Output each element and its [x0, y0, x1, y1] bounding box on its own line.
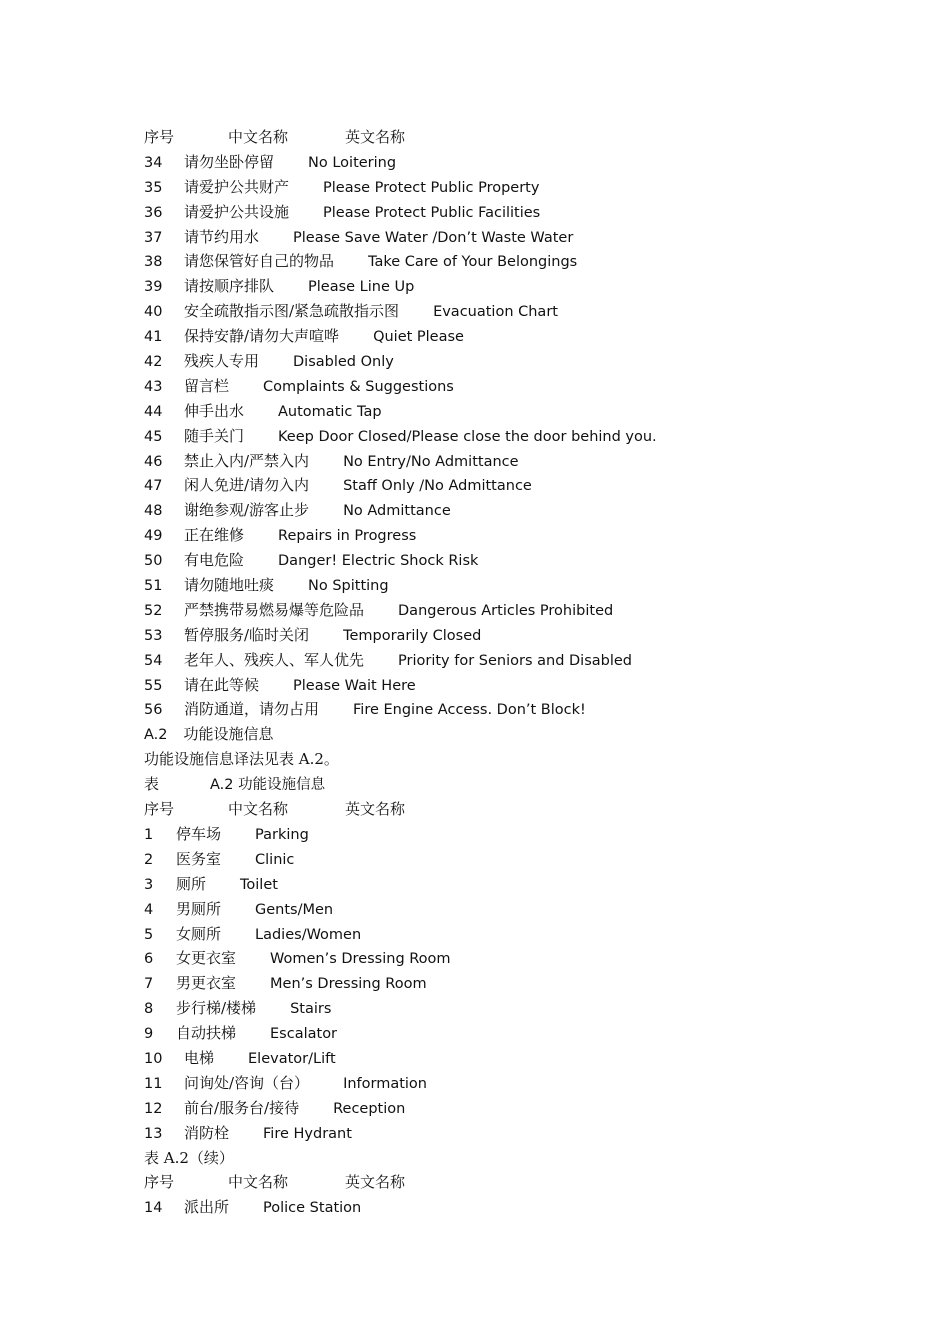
row-number: 54	[144, 652, 163, 669]
table-row	[144, 1121, 904, 1146]
header-chinese-name: 中文名称	[228, 128, 289, 146]
table-row	[144, 349, 904, 374]
row-number: 6	[144, 951, 154, 968]
row-chinese-name: 有电危险	[184, 551, 245, 570]
row-chinese-name: 请节约用水	[184, 227, 260, 246]
row-number: 47	[144, 478, 163, 495]
row-chinese-name: 请勿随地吐痰	[184, 576, 275, 595]
row-number: 10	[144, 1050, 163, 1067]
row-english-name: Quiet Please	[373, 329, 464, 346]
row-english-name: No Loitering	[308, 154, 397, 171]
section-intro: 功能设施信息译法见表 A.2。	[144, 750, 339, 769]
table-row	[144, 648, 904, 673]
header-english-name: 英文名称	[345, 1173, 406, 1192]
row-english-name: No Entry/No Admittance	[343, 453, 519, 470]
row-number: 8	[144, 1001, 154, 1018]
table-row	[144, 673, 904, 698]
row-chinese-name: 问询处/咨询（台）	[184, 1073, 310, 1092]
header-chinese-name: 中文名称	[228, 1173, 289, 1192]
table-header	[144, 1170, 904, 1195]
table-row	[144, 1096, 904, 1121]
row-chinese-name: 男更衣室	[176, 974, 237, 993]
row-number: 52	[144, 602, 163, 619]
row-chinese-name: 正在维修	[184, 526, 245, 545]
header-number: 序号	[144, 1173, 175, 1192]
row-english-name: Information	[343, 1075, 427, 1092]
table-continued-title: 表 A.2（续）	[144, 1148, 234, 1167]
row-english-name: Please Line Up	[308, 279, 415, 296]
row-chinese-name: 派出所	[184, 1198, 230, 1217]
row-number: 3	[144, 876, 154, 893]
row-number: 38	[144, 254, 163, 271]
row-chinese-name: 伸手出水	[184, 401, 245, 420]
row-english-name: Women’s Dressing Room	[270, 951, 451, 968]
row-english-name: Parking	[255, 826, 309, 843]
table-header	[144, 797, 904, 822]
row-number: 48	[144, 503, 163, 520]
row-english-name: Stairs	[290, 1001, 332, 1018]
table-title-text: A.2 功能设施信息	[210, 777, 326, 794]
header-english-name: 英文名称	[345, 128, 406, 146]
row-number: 55	[144, 677, 163, 694]
table-row	[144, 324, 904, 349]
row-english-name: Please Wait Here	[293, 677, 416, 694]
table-row	[144, 523, 904, 548]
row-chinese-name: 请按顺序排队	[184, 277, 275, 296]
row-english-name: Temporarily Closed	[343, 627, 482, 644]
row-number: 37	[144, 229, 163, 246]
table-row	[144, 847, 904, 872]
row-number: 34	[144, 154, 163, 171]
table-label: 表	[144, 775, 160, 794]
table-row	[144, 548, 904, 573]
table-header	[144, 125, 904, 150]
row-chinese-name: 女更衣室	[176, 949, 237, 968]
document-page	[144, 125, 904, 1220]
row-english-name: Evacuation Chart	[433, 304, 558, 321]
row-number: 13	[144, 1125, 163, 1142]
table-row	[144, 1195, 904, 1220]
row-chinese-name: 停车场	[176, 824, 222, 843]
row-number: 41	[144, 329, 163, 346]
row-chinese-name: 严禁携带易燃易爆等危险品	[184, 600, 365, 619]
row-english-name: Please Protect Public Facilities	[323, 204, 541, 221]
row-english-name: Automatic Tap	[278, 403, 382, 420]
table-row	[144, 872, 904, 897]
row-number: 1	[144, 826, 154, 843]
header-chinese-name: 中文名称	[228, 800, 289, 819]
row-number: 43	[144, 378, 163, 395]
table-row	[144, 274, 904, 299]
table-row	[144, 150, 904, 175]
row-english-name: Fire Hydrant	[263, 1125, 352, 1142]
row-english-name: Keep Door Closed/Please close the door behind you.	[278, 428, 657, 445]
row-number: 45	[144, 428, 163, 445]
row-number: 50	[144, 553, 163, 570]
table-a1-body	[144, 150, 904, 722]
table-row	[144, 697, 904, 722]
row-number: 51	[144, 578, 163, 595]
row-english-name: Police Station	[263, 1200, 362, 1217]
row-english-name: Fire Engine Access. Don’t Block!	[353, 702, 586, 719]
row-chinese-name: 暂停服务/临时关闭	[184, 625, 310, 644]
row-number: 53	[144, 627, 163, 644]
table-row	[144, 996, 904, 1021]
table-row	[144, 175, 904, 200]
row-number: 42	[144, 354, 163, 371]
row-chinese-name: 保持安静/请勿大声喧哗	[184, 327, 340, 346]
row-english-name: Elevator/Lift	[248, 1050, 336, 1067]
row-number: 7	[144, 976, 154, 993]
row-chinese-name: 女厕所	[176, 924, 222, 943]
table-row	[144, 249, 904, 274]
table-row	[144, 374, 904, 399]
table-row	[144, 449, 904, 474]
row-number: 14	[144, 1200, 163, 1217]
row-chinese-name: 请爱护公共财产	[184, 177, 290, 196]
row-english-name: Please Save Water /Don’t Waste Water	[293, 229, 574, 246]
table-row	[144, 1021, 904, 1046]
row-number: 9	[144, 1026, 154, 1043]
row-number: 11	[144, 1075, 163, 1092]
row-english-name: Dangerous Articles Prohibited	[398, 602, 614, 619]
row-chinese-name: 男厕所	[176, 899, 222, 918]
row-chinese-name: 请勿坐卧停留	[184, 152, 275, 171]
table-row	[144, 498, 904, 523]
row-number: 12	[144, 1100, 163, 1117]
row-chinese-name: 老年人、残疾人、军人优先	[184, 650, 365, 669]
header-number: 序号	[144, 800, 175, 819]
row-english-name: Staff Only /No Admittance	[343, 478, 532, 495]
table-row	[144, 424, 904, 449]
table-title	[144, 772, 904, 797]
row-chinese-name: 禁止入内/严禁入内	[184, 451, 310, 470]
row-english-name: Men’s Dressing Room	[270, 976, 427, 993]
table-row	[144, 971, 904, 996]
section-number: A.2	[144, 727, 168, 744]
table-row	[144, 399, 904, 424]
table-row	[144, 473, 904, 498]
row-chinese-name: 请爱护公共设施	[184, 202, 290, 221]
row-chinese-name: 前台/服务台/接待	[184, 1098, 300, 1117]
row-english-name: Ladies/Women	[255, 926, 362, 943]
table-row	[144, 225, 904, 250]
row-english-name: Toilet	[240, 876, 278, 893]
row-number: 39	[144, 279, 163, 296]
row-english-name: Priority for Seniors and Disabled	[398, 652, 632, 669]
row-number: 36	[144, 204, 163, 221]
row-number: 35	[144, 179, 163, 196]
row-english-name: No Spitting	[308, 578, 389, 595]
table-row	[144, 598, 904, 623]
row-chinese-name: 残疾人专用	[184, 352, 260, 371]
row-english-name: Repairs in Progress	[278, 528, 417, 545]
row-number: 5	[144, 926, 154, 943]
row-english-name: Complaints & Suggestions	[263, 378, 454, 395]
table-row	[144, 897, 904, 922]
row-english-name: Take Care of Your Belongings	[368, 254, 578, 271]
table-row	[144, 922, 904, 947]
table-row	[144, 822, 904, 847]
table-row	[144, 946, 904, 971]
row-chinese-name: 电梯	[184, 1048, 215, 1067]
table-row	[144, 200, 904, 225]
table-row	[144, 1071, 904, 1096]
row-chinese-name: 随手关门	[184, 426, 245, 445]
row-english-name: Gents/Men	[255, 901, 334, 918]
row-number: 4	[144, 901, 154, 918]
row-number: 2	[144, 851, 154, 868]
section-title: 功能设施信息	[183, 725, 274, 744]
table-row	[144, 573, 904, 598]
table-a2-continued-body	[144, 1195, 904, 1220]
table-row	[144, 623, 904, 648]
row-chinese-name: 消防通道，请勿占用	[184, 700, 320, 719]
row-chinese-name: 请您保管好自己的物品	[184, 252, 335, 271]
row-english-name: Clinic	[255, 851, 295, 868]
table-a2-body	[144, 822, 904, 1146]
row-chinese-name: 安全疏散指示图/紧急疏散指示图	[184, 302, 400, 321]
table-row	[144, 1046, 904, 1071]
row-chinese-name: 医务室	[176, 849, 222, 868]
row-number: 49	[144, 528, 163, 545]
row-chinese-name: 步行梯/楼梯	[176, 999, 257, 1018]
row-chinese-name: 消防栓	[184, 1123, 230, 1142]
table-row	[144, 299, 904, 324]
row-number: 44	[144, 403, 163, 420]
row-chinese-name: 留言栏	[184, 376, 230, 395]
row-english-name: Disabled Only	[293, 354, 394, 371]
row-chinese-name: 自动扶梯	[176, 1024, 237, 1043]
header-number: 序号	[144, 128, 175, 146]
header-english-name: 英文名称	[345, 800, 406, 819]
row-chinese-name: 请在此等候	[184, 675, 260, 694]
row-chinese-name: 谢绝参观/游客止步	[184, 501, 310, 520]
row-english-name: No Admittance	[343, 503, 451, 520]
row-number: 56	[144, 702, 163, 719]
row-english-name: Reception	[333, 1100, 406, 1117]
row-english-name: Danger! Electric Shock Risk	[278, 553, 479, 570]
row-english-name: Please Protect Public Property	[323, 179, 540, 196]
section-heading	[144, 722, 904, 747]
row-chinese-name: 厕所	[176, 874, 207, 893]
row-english-name: Escalator	[270, 1026, 338, 1043]
row-chinese-name: 闲人免进/请勿入内	[184, 476, 310, 495]
row-number: 40	[144, 304, 163, 321]
row-number: 46	[144, 453, 163, 470]
